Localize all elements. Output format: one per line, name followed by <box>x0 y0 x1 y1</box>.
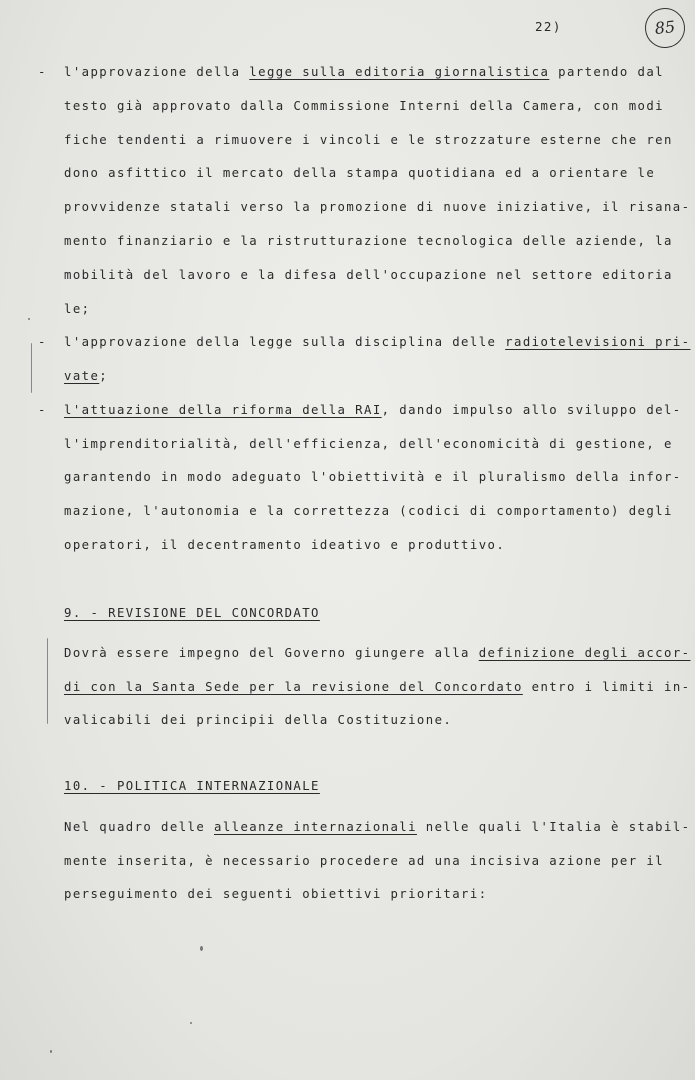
text-line: mobilità del lavoro e la difesa dell'occupazione nel settore editoria <box>64 268 673 282</box>
text-line <box>64 369 108 383</box>
text-segment: entro i limiti in- <box>522 680 691 694</box>
underlined-text: radiotelevisioni pri- <box>505 335 691 349</box>
text-segment: Dovrà essere impegno del Governo giungere alla <box>64 646 479 660</box>
text-line: dono asfittico il mercato della stampa quotidiana ed a orientare le <box>64 166 656 180</box>
text-line: garantendo in modo adeguato l'obiettività e il pluralismo della infor- <box>64 470 682 484</box>
margin-pencil-mark <box>31 343 32 393</box>
scan-speck <box>200 946 203 951</box>
text-line: l'imprenditorialità, dell'efficienza, dell'economicità di gestione, e <box>64 437 673 451</box>
underlined-text: legge sulla editoria giornalistica <box>249 65 550 79</box>
text-line: mento finanziario e la ristrutturazione tecnologica delle aziende, la <box>64 234 673 248</box>
section-heading: 9. - REVISIONE DEL CONCORDATO <box>64 606 320 620</box>
text-line: mente inserita, è necessario procedere ad una incisiva azione per il <box>64 854 664 868</box>
text-segment: , dando impulso allo sviluppo del- <box>381 403 682 417</box>
text-line: mazione, l'autonomia e la correttezza (codici di comportamento) degli <box>64 504 673 518</box>
underlined-text: definizione degli accor- <box>478 646 691 660</box>
margin-pencil-mark <box>47 638 48 724</box>
text-line <box>64 65 664 79</box>
scan-speck <box>190 1022 192 1024</box>
archive-stamp: 85 <box>643 6 687 50</box>
text-line <box>64 680 690 694</box>
text-segment: l'approvazione della <box>64 65 250 79</box>
text-line <box>64 820 690 834</box>
underlined-text: vate <box>64 369 100 383</box>
text-line <box>64 403 682 417</box>
scan-speck <box>50 1050 52 1053</box>
scan-speck <box>28 318 30 320</box>
bullet-dash: - <box>38 335 46 349</box>
page-number: 22) <box>535 19 562 34</box>
underlined-text: di con la Santa Sede per la revisione del Concordato <box>64 680 523 694</box>
text-line: provvidenze statali verso la promozione di nuove iniziative, il risana- <box>64 200 691 214</box>
text-line <box>64 335 690 349</box>
text-line: le; <box>64 302 91 316</box>
text-line: valicabili dei principii della Costituzione. <box>64 713 453 727</box>
text-segment: nelle quali l'Italia è stabil- <box>416 820 691 834</box>
bullet-dash: - <box>38 65 46 79</box>
text-segment: ; <box>99 369 109 383</box>
text-line: operatori, il decentramento ideativo e produttivo. <box>64 538 506 552</box>
underlined-text: l'attuazione della riforma della RAI <box>64 403 382 417</box>
text-line <box>64 646 690 660</box>
text-line: fiche tendenti a rimuovere i vincoli e le strozzature esterne che ren <box>64 133 673 147</box>
text-segment: partendo dal <box>549 65 665 79</box>
section-heading: 10. - POLITICA INTERNAZIONALE <box>64 779 320 793</box>
text-line: perseguimento dei seguenti obiettivi prioritari: <box>64 887 488 901</box>
underlined-text: alleanze internazionali <box>214 820 417 834</box>
text-segment: l'approvazione della legge sulla disciplina delle <box>64 335 506 349</box>
bullet-dash: - <box>38 403 46 417</box>
text-segment: Nel quadro delle <box>64 820 214 834</box>
text-line: testo già approvato dalla Commissione Interni della Camera, con modi <box>64 99 664 113</box>
